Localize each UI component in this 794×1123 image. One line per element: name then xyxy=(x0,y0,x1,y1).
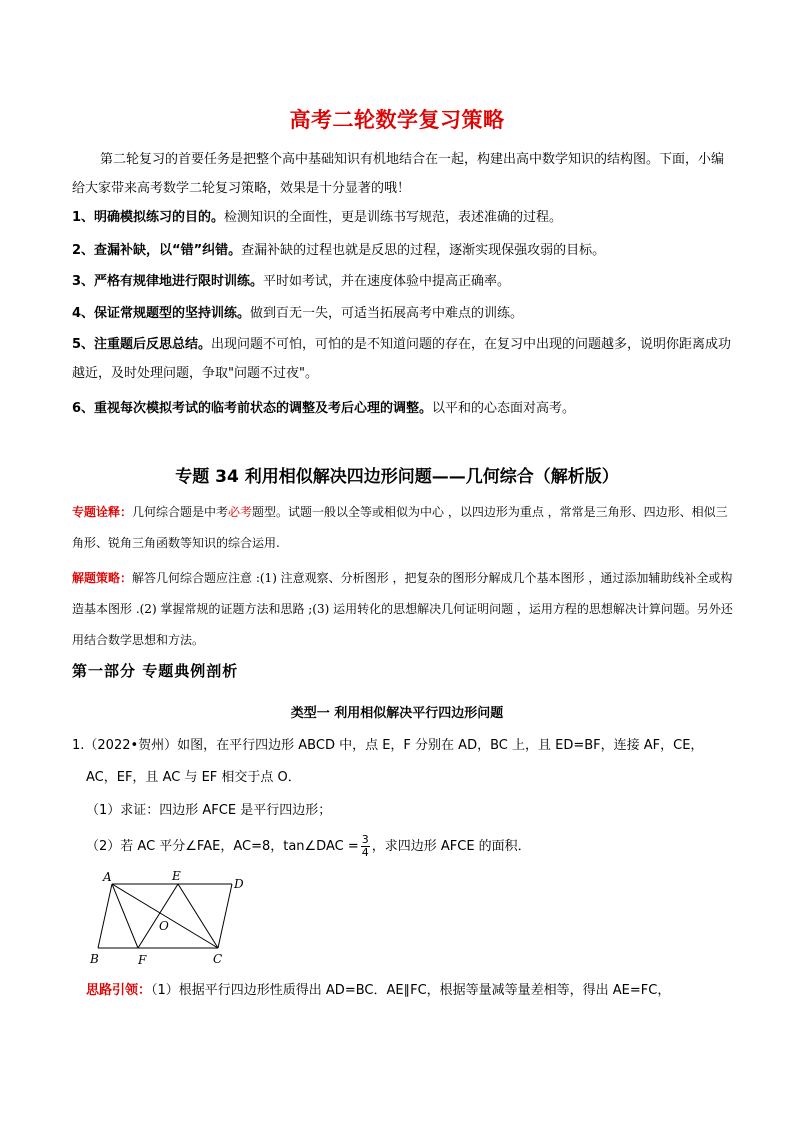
label-A: A xyxy=(103,870,112,884)
strategy-item-head: 5、注重题后反思总结。 xyxy=(72,337,212,352)
strategy-item-head: 3、严格有规律地进行限时训练。 xyxy=(72,274,264,289)
interpretation-highlight: 必考 xyxy=(228,505,253,519)
parallelogram-figure xyxy=(86,866,246,970)
strategy-item-body: 平时如考试，并在速度体验中提高正确率。 xyxy=(263,274,511,289)
strategy-item-5 xyxy=(72,330,732,388)
fraction-numerator: 3 xyxy=(361,833,369,846)
strategy-item-2 xyxy=(72,236,732,265)
hint-label: 思路引领： xyxy=(86,983,152,998)
question-part-2 xyxy=(86,832,736,861)
segment-EC xyxy=(178,884,218,948)
strategy-item-1 xyxy=(72,203,732,232)
segment-EF xyxy=(138,884,178,948)
fraction-denominator: 4 xyxy=(361,846,369,859)
label-F: F xyxy=(138,953,147,967)
strategy-item-head: 6、重视每次模拟考试的临考前状态的调整及考后心理的调整。 xyxy=(72,401,433,416)
topic-heading: 专题 34 利用相似解决四边形问题——几何综合（解析版） xyxy=(175,467,619,487)
question-stem-line-2: AC，EF，且 AC 与 EF 相交于点 O． xyxy=(86,770,301,785)
parallelogram-diagram xyxy=(86,866,246,970)
fraction xyxy=(361,834,370,859)
solving-strategy xyxy=(72,563,736,656)
label-B: B xyxy=(90,952,99,966)
question-part-2-text: （2）若 AC 平分∠FAE，AC=8，tan∠DAC = xyxy=(86,839,359,854)
strategy-item-head: 2、查漏补缺，以“错”纠错。 xyxy=(72,243,242,258)
label-D: D xyxy=(234,877,244,891)
segment-AC xyxy=(112,884,218,948)
strategy-item-head: 4、保证常规题型的坚持训练。 xyxy=(72,306,251,321)
type-heading: 类型一 利用相似解决平行四边形问题 xyxy=(290,706,504,721)
strategy-text: 解答几何综合题应注意 :(1) 注意观察、分析图形 ，把复杂的图形分解成几个基本图形 ，通过添加辅助线补全或构造基本图形 .(2) 掌握常规的证题方法和思路 ;(3) 运用转化的思想解决几何证明问题 ，运用方程的思想解决计算问题。另外还用结合数学思想和方法。 xyxy=(72,571,733,647)
strategy-item-4 xyxy=(72,299,732,328)
interpretation-text: 几何综合题是中考 xyxy=(132,505,229,519)
label-C: C xyxy=(213,952,223,966)
segment-AF xyxy=(112,884,138,948)
intro-paragraph: 第二轮复习的首要任务是把整个高中基础知识有机地结合在一起，构建出高中数学知识的结构图。下面，小编给大家带来高考数学二轮复习策略，效果是十分显著的哦！ xyxy=(72,152,725,196)
strategy-item-head: 1、明确模拟练习的目的。 xyxy=(72,210,225,225)
strategy-item-body: 出现问题不可怕，可怕的是不知道问题的存在，在复习中出现的问题越多，说明你距离成功越近，及时处理问题，争取"问题不过夜"。 xyxy=(72,337,732,381)
question-part-1: （1）求证：四边形 AFCE 是平行四边形； xyxy=(86,803,332,818)
strategy-item-body: 以平和的心态面对高考。 xyxy=(432,401,576,416)
strategy-item-3 xyxy=(72,267,732,296)
strategy-item-body: 做到百无一失，可适当拓展高考中难点的训练。 xyxy=(250,306,524,321)
strategy-label: 解题策略： xyxy=(72,571,133,585)
question-part-2-end: ，求四边形 AFCE 的面积． xyxy=(371,839,531,854)
interpretation-text-cont: 题型。试题一般以全等或相似为中心 ，以四边形为重点 ，常常是三角形、四边形、相似三角形、锐角三角函数等知识的综合运用. xyxy=(72,505,728,550)
question-stem-line-1: 1.（2022•贺州）如图，在平行四边形 ABCD 中，点 E，F 分别在 AD，BC 上，且 ED=BF，连接 AF，CE， xyxy=(72,738,704,753)
solution-hint xyxy=(86,976,736,1005)
edge-BA xyxy=(98,884,112,948)
page-title: 高考二轮数学复习策略 xyxy=(289,108,505,132)
strategy-item-body: 查漏补缺的过程也就是反思的过程，逐渐实现保强攻弱的目标。 xyxy=(241,243,606,258)
strategy-item-6 xyxy=(72,394,732,423)
interpretation-label: 专题诠释： xyxy=(72,505,133,519)
edge-DC xyxy=(218,884,232,948)
label-E: E xyxy=(172,869,181,883)
hint-text: （1）根据平行四边形性质得出 AD=BC．AE∥FC，根据等量减等量差相等，得出 AE=FC， xyxy=(151,983,671,998)
topic-interpretation xyxy=(72,497,736,559)
strategy-item-body: 检测知识的全面性，更是训练书写规范，表述准确的过程。 xyxy=(224,210,563,225)
part-heading: 第一部分 专题典例剖析 xyxy=(72,662,239,680)
label-O: O xyxy=(159,919,169,933)
